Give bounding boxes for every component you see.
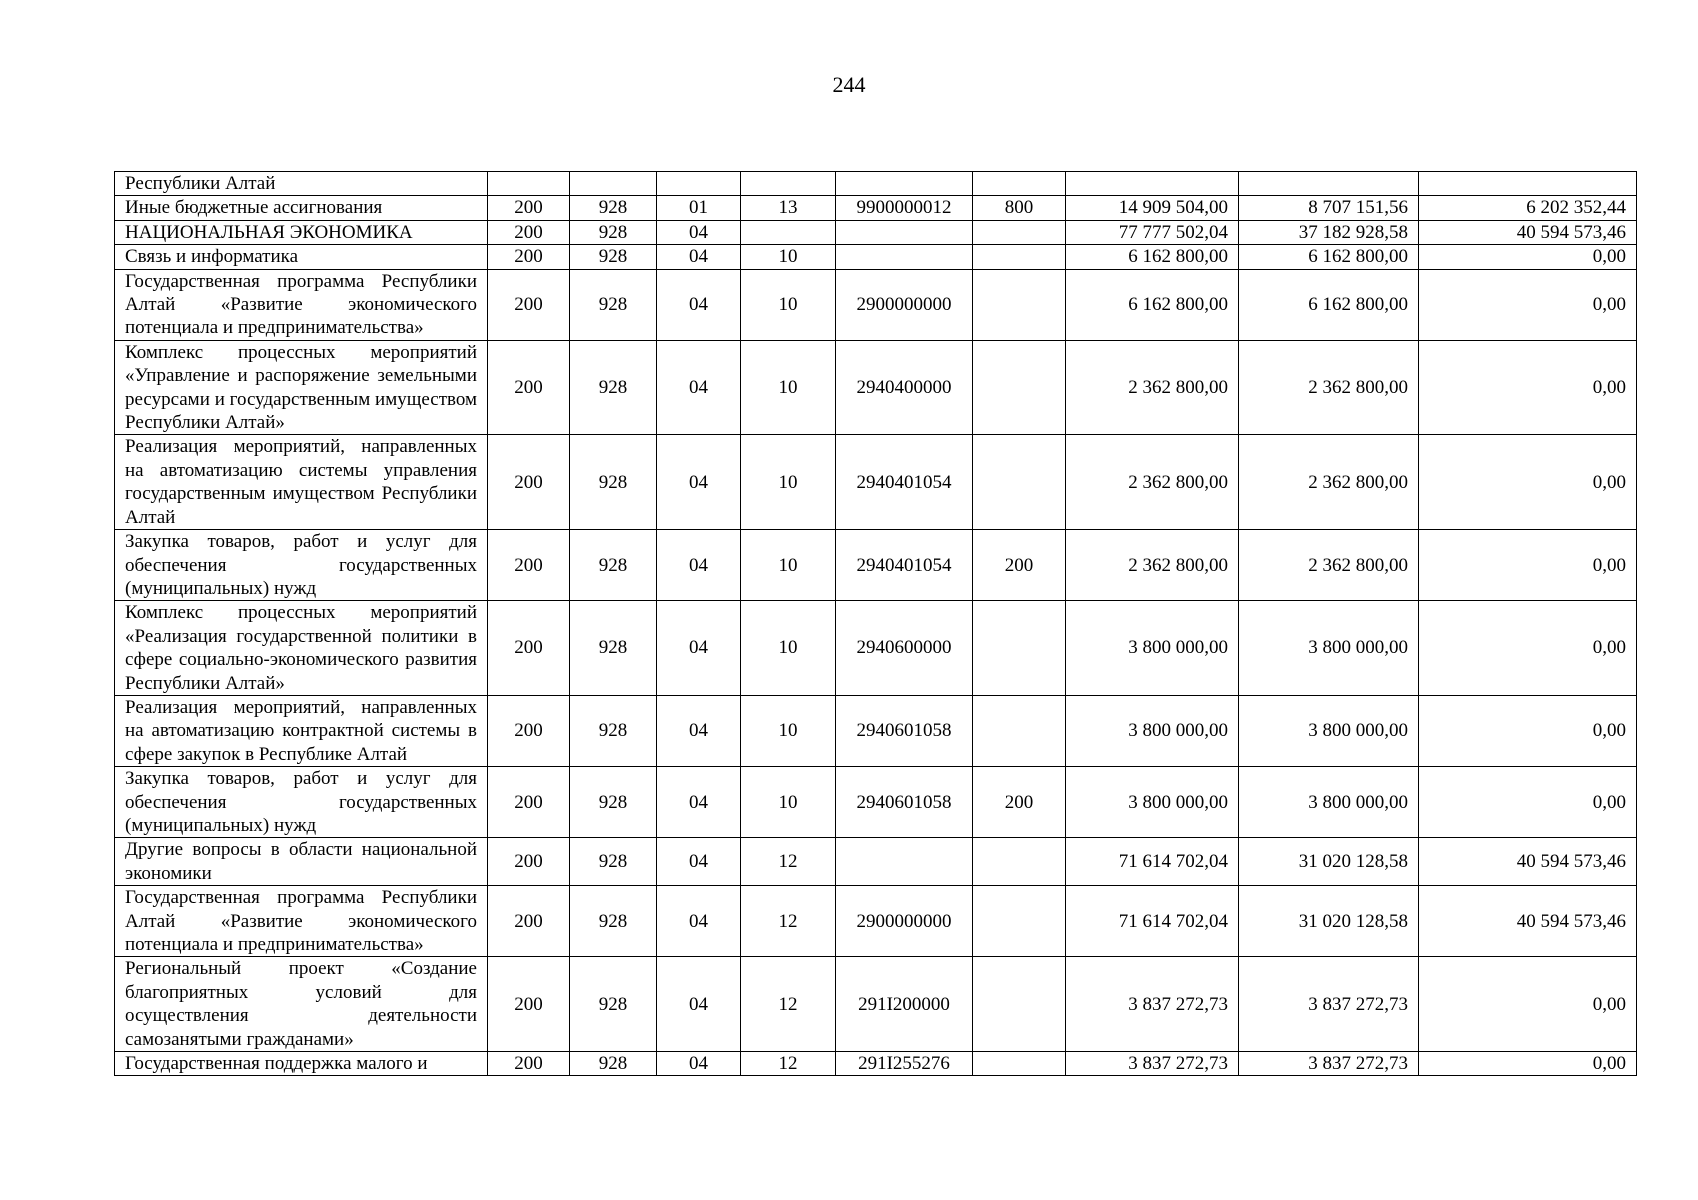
amount-cell: 3 800 000,00 xyxy=(1239,601,1419,696)
amount-cell: 2 362 800,00 xyxy=(1066,530,1239,601)
amount-cell: 40 594 573,46 xyxy=(1419,838,1637,886)
subsection-cell: 10 xyxy=(741,601,836,696)
ministry-code-cell: 928 xyxy=(570,435,657,530)
section-cell: 04 xyxy=(657,1052,741,1076)
subsection-cell: 12 xyxy=(741,1052,836,1076)
amount-cell: 0,00 xyxy=(1419,767,1637,838)
section-cell: 01 xyxy=(657,196,741,220)
amount-cell: 2 362 800,00 xyxy=(1239,530,1419,601)
expense-type-cell: 200 xyxy=(973,530,1066,601)
expense-type-cell xyxy=(973,1052,1066,1076)
expense-type-cell xyxy=(973,957,1066,1052)
expense-type-cell xyxy=(973,695,1066,766)
amount-cell: 31 020 128,58 xyxy=(1239,886,1419,957)
amount-cell: 40 594 573,46 xyxy=(1419,220,1637,244)
target-article-cell: 2940400000 xyxy=(836,340,973,435)
expense-type-cell: 800 xyxy=(973,196,1066,220)
amount-cell: 6 202 352,44 xyxy=(1419,196,1637,220)
amount-cell: 37 182 928,58 xyxy=(1239,220,1419,244)
code-cell: 200 xyxy=(488,601,570,696)
item-name-cell: Региональный проект «Создание благоприятных условий для осуществления деятельности самозанятыми гражданами» xyxy=(115,957,488,1052)
expense-type-cell xyxy=(973,172,1066,196)
item-name-cell: Государственная поддержка малого и xyxy=(115,1052,488,1076)
section-cell: 04 xyxy=(657,220,741,244)
subsection-cell xyxy=(741,172,836,196)
subsection-cell: 12 xyxy=(741,886,836,957)
amount-cell: 8 707 151,56 xyxy=(1239,196,1419,220)
amount-cell: 6 162 800,00 xyxy=(1239,245,1419,269)
code-cell: 200 xyxy=(488,530,570,601)
section-cell: 04 xyxy=(657,957,741,1052)
amount-cell: 0,00 xyxy=(1419,695,1637,766)
amount-cell xyxy=(1239,172,1419,196)
target-article-cell xyxy=(836,220,973,244)
target-article-cell xyxy=(836,838,973,886)
expense-type-cell xyxy=(973,838,1066,886)
ministry-code-cell: 928 xyxy=(570,886,657,957)
section-cell: 04 xyxy=(657,435,741,530)
item-name-cell: Реализация мероприятий, направленных на автоматизацию системы управления государственным имуществом Республики Алтай xyxy=(115,435,488,530)
code-cell: 200 xyxy=(488,886,570,957)
table-row xyxy=(115,695,1637,766)
section-cell: 04 xyxy=(657,245,741,269)
table-row xyxy=(115,245,1637,269)
amount-cell: 3 800 000,00 xyxy=(1239,767,1419,838)
code-cell: 200 xyxy=(488,957,570,1052)
amount-cell: 3 837 272,73 xyxy=(1239,1052,1419,1076)
amount-cell: 3 800 000,00 xyxy=(1239,695,1419,766)
amount-cell: 0,00 xyxy=(1419,340,1637,435)
code-cell: 200 xyxy=(488,1052,570,1076)
ministry-code-cell: 928 xyxy=(570,601,657,696)
ministry-code-cell: 928 xyxy=(570,245,657,269)
amount-cell: 71 614 702,04 xyxy=(1066,838,1239,886)
section-cell: 04 xyxy=(657,269,741,340)
amount-cell: 0,00 xyxy=(1419,957,1637,1052)
amount-cell: 0,00 xyxy=(1419,530,1637,601)
code-cell: 200 xyxy=(488,767,570,838)
ministry-code-cell: 928 xyxy=(570,269,657,340)
target-article-cell: 2940401054 xyxy=(836,435,973,530)
section-cell: 04 xyxy=(657,886,741,957)
amount-cell: 3 837 272,73 xyxy=(1066,1052,1239,1076)
table-row xyxy=(115,340,1637,435)
amount-cell: 2 362 800,00 xyxy=(1239,340,1419,435)
subsection-cell: 12 xyxy=(741,838,836,886)
table-row xyxy=(115,196,1637,220)
target-article-cell: 291I200000 xyxy=(836,957,973,1052)
amount-cell: 0,00 xyxy=(1419,269,1637,340)
code-cell: 200 xyxy=(488,269,570,340)
amount-cell xyxy=(1419,172,1637,196)
item-name-cell: Комплекс процессных мероприятий «Управление и распоряжение земельными ресурсами и государственным имуществом Республики Алтай» xyxy=(115,340,488,435)
subsection-cell xyxy=(741,220,836,244)
amount-cell: 6 162 800,00 xyxy=(1066,245,1239,269)
expense-type-cell xyxy=(973,435,1066,530)
expense-type-cell xyxy=(973,340,1066,435)
target-article-cell: 2900000000 xyxy=(836,886,973,957)
section-cell: 04 xyxy=(657,340,741,435)
subsection-cell: 10 xyxy=(741,340,836,435)
amount-cell: 2 362 800,00 xyxy=(1066,340,1239,435)
table-row xyxy=(115,838,1637,886)
amount-cell: 2 362 800,00 xyxy=(1066,435,1239,530)
table-row xyxy=(115,435,1637,530)
item-name-cell: Закупка товаров, работ и услуг для обеспечения государственных (муниципальных) нужд xyxy=(115,767,488,838)
target-article-cell: 2940601058 xyxy=(836,695,973,766)
code-cell: 200 xyxy=(488,196,570,220)
code-cell: 200 xyxy=(488,695,570,766)
amount-cell: 71 614 702,04 xyxy=(1066,886,1239,957)
section-cell: 04 xyxy=(657,601,741,696)
amount-cell: 3 800 000,00 xyxy=(1066,767,1239,838)
ministry-code-cell xyxy=(570,172,657,196)
budget-table-body xyxy=(115,172,1637,1076)
table-row xyxy=(115,886,1637,957)
section-cell: 04 xyxy=(657,695,741,766)
amount-cell xyxy=(1066,172,1239,196)
target-article-cell: 9900000012 xyxy=(836,196,973,220)
section-cell: 04 xyxy=(657,767,741,838)
target-article-cell: 291I255276 xyxy=(836,1052,973,1076)
amount-cell: 3 837 272,73 xyxy=(1239,957,1419,1052)
amount-cell: 2 362 800,00 xyxy=(1239,435,1419,530)
item-name-cell: Другие вопросы в области национальной экономики xyxy=(115,838,488,886)
item-name-cell: НАЦИОНАЛЬНАЯ ЭКОНОМИКА xyxy=(115,220,488,244)
item-name-cell: Связь и информатика xyxy=(115,245,488,269)
table-row xyxy=(115,957,1637,1052)
code-cell: 200 xyxy=(488,245,570,269)
amount-cell: 31 020 128,58 xyxy=(1239,838,1419,886)
amount-cell: 14 909 504,00 xyxy=(1066,196,1239,220)
expense-type-cell xyxy=(973,245,1066,269)
ministry-code-cell: 928 xyxy=(570,220,657,244)
subsection-cell: 10 xyxy=(741,695,836,766)
item-name-cell: Республики Алтай xyxy=(115,172,488,196)
subsection-cell: 10 xyxy=(741,269,836,340)
target-article-cell xyxy=(836,172,973,196)
item-name-cell: Реализация мероприятий, направленных на автоматизацию контрактной системы в сфере закупок в Республике Алтай xyxy=(115,695,488,766)
expense-type-cell xyxy=(973,601,1066,696)
table-row xyxy=(115,269,1637,340)
target-article-cell: 2900000000 xyxy=(836,269,973,340)
ministry-code-cell: 928 xyxy=(570,1052,657,1076)
amount-cell: 3 800 000,00 xyxy=(1066,695,1239,766)
amount-cell: 0,00 xyxy=(1419,435,1637,530)
page-number: 244 xyxy=(832,72,866,97)
ministry-code-cell: 928 xyxy=(570,838,657,886)
item-name-cell: Государственная программа Республики Алтай «Развитие экономического потенциала и предпринимательства» xyxy=(115,886,488,957)
subsection-cell: 10 xyxy=(741,245,836,269)
amount-cell: 0,00 xyxy=(1419,245,1637,269)
amount-cell: 3 800 000,00 xyxy=(1066,601,1239,696)
expense-type-cell xyxy=(973,220,1066,244)
ministry-code-cell: 928 xyxy=(570,340,657,435)
code-cell: 200 xyxy=(488,220,570,244)
item-name-cell: Комплекс процессных мероприятий «Реализация государственной политики в сфере социально-экономического развития Республики Алтай» xyxy=(115,601,488,696)
item-name-cell: Иные бюджетные ассигнования xyxy=(115,196,488,220)
ministry-code-cell: 928 xyxy=(570,767,657,838)
ministry-code-cell: 928 xyxy=(570,695,657,766)
subsection-cell: 10 xyxy=(741,767,836,838)
code-cell: 200 xyxy=(488,838,570,886)
target-article-cell: 2940401054 xyxy=(836,530,973,601)
budget-table xyxy=(114,171,1637,1076)
section-cell: 04 xyxy=(657,838,741,886)
item-name-cell: Государственная программа Республики Алтай «Развитие экономического потенциала и предпринимательства» xyxy=(115,269,488,340)
subsection-cell: 12 xyxy=(741,957,836,1052)
expense-type-cell: 200 xyxy=(973,767,1066,838)
target-article-cell: 2940601058 xyxy=(836,767,973,838)
table-row xyxy=(115,1052,1637,1076)
code-cell: 200 xyxy=(488,435,570,530)
table-row xyxy=(115,530,1637,601)
subsection-cell: 10 xyxy=(741,530,836,601)
code-cell xyxy=(488,172,570,196)
amount-cell: 0,00 xyxy=(1419,601,1637,696)
amount-cell: 0,00 xyxy=(1419,1052,1637,1076)
subsection-cell: 10 xyxy=(741,435,836,530)
amount-cell: 6 162 800,00 xyxy=(1239,269,1419,340)
table-row xyxy=(115,172,1637,196)
expense-type-cell xyxy=(973,886,1066,957)
ministry-code-cell: 928 xyxy=(570,957,657,1052)
amount-cell: 6 162 800,00 xyxy=(1066,269,1239,340)
table-row xyxy=(115,220,1637,244)
amount-cell: 40 594 573,46 xyxy=(1419,886,1637,957)
section-cell xyxy=(657,172,741,196)
section-cell: 04 xyxy=(657,530,741,601)
ministry-code-cell: 928 xyxy=(570,530,657,601)
expense-type-cell xyxy=(973,269,1066,340)
amount-cell: 3 837 272,73 xyxy=(1066,957,1239,1052)
table-row xyxy=(115,767,1637,838)
target-article-cell: 2940600000 xyxy=(836,601,973,696)
subsection-cell: 13 xyxy=(741,196,836,220)
table-row xyxy=(115,601,1637,696)
target-article-cell xyxy=(836,245,973,269)
ministry-code-cell: 928 xyxy=(570,196,657,220)
code-cell: 200 xyxy=(488,340,570,435)
amount-cell: 77 777 502,04 xyxy=(1066,220,1239,244)
item-name-cell: Закупка товаров, работ и услуг для обеспечения государственных (муниципальных) нужд xyxy=(115,530,488,601)
